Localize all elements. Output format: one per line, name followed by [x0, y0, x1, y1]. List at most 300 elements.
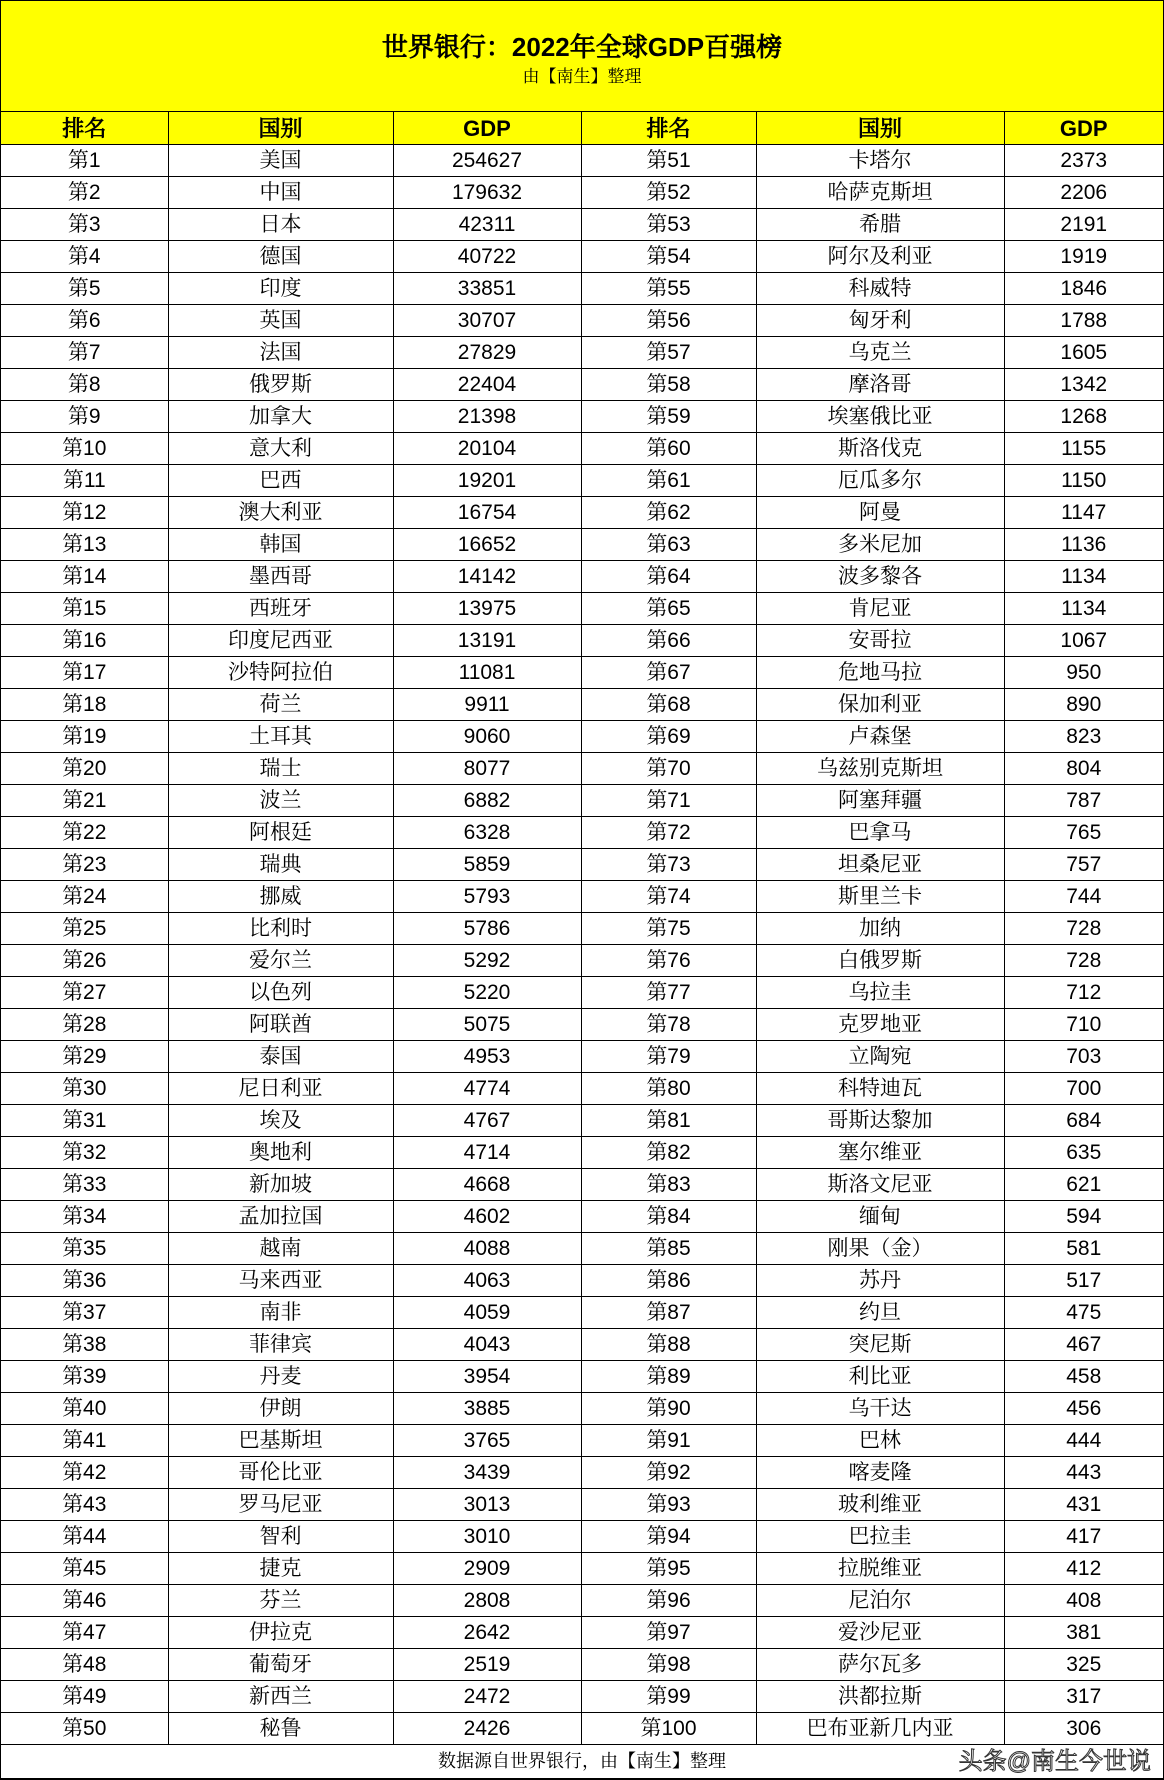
gdp-cell: 179632 — [393, 177, 581, 209]
gdp-cell: 317 — [1004, 1681, 1163, 1713]
gdp-cell: 11081 — [393, 657, 581, 689]
gdp-cell: 2808 — [393, 1585, 581, 1617]
rank-cell: 第46 — [1, 1585, 168, 1617]
gdp-cell: 4043 — [393, 1329, 581, 1361]
rank-cell: 第97 — [581, 1617, 756, 1649]
rank-cell: 第91 — [581, 1425, 756, 1457]
gdp-cell: 4063 — [393, 1265, 581, 1297]
country-cell: 巴基斯坦 — [168, 1425, 393, 1457]
gdp-cell: 1605 — [1004, 337, 1163, 369]
gdp-cell: 2642 — [393, 1617, 581, 1649]
country-cell: 新西兰 — [168, 1681, 393, 1713]
page-title: 世界银行：2022年全球GDP百强榜 — [381, 32, 783, 62]
rank-cell: 第26 — [1, 945, 168, 977]
country-cell: 科特迪瓦 — [756, 1073, 1004, 1105]
rank-cell: 第33 — [1, 1169, 168, 1201]
gdp-cell: 4774 — [393, 1073, 581, 1105]
rank-cell: 第42 — [1, 1457, 168, 1489]
rank-cell: 第59 — [581, 401, 756, 433]
table-header-row — [1, 112, 1163, 145]
gdp-cell: 6882 — [393, 785, 581, 817]
country-cell: 马来西亚 — [168, 1265, 393, 1297]
gdp-cell: 635 — [1004, 1137, 1163, 1169]
rank-cell: 第78 — [581, 1009, 756, 1041]
table-row — [1, 1105, 1163, 1137]
rank-cell: 第48 — [1, 1649, 168, 1681]
table-row — [1, 401, 1163, 433]
rank-cell: 第51 — [581, 145, 756, 177]
rank-cell: 第53 — [581, 209, 756, 241]
gdp-cell: 6328 — [393, 817, 581, 849]
table-row — [1, 337, 1163, 369]
gdp-cell: 1150 — [1004, 465, 1163, 497]
table-row — [1, 1009, 1163, 1041]
gdp-cell: 1788 — [1004, 305, 1163, 337]
country-cell: 洪都拉斯 — [756, 1681, 1004, 1713]
gdp-cell: 1134 — [1004, 593, 1163, 625]
rank-cell: 第90 — [581, 1393, 756, 1425]
rank-cell: 第88 — [581, 1329, 756, 1361]
gdp-cell: 3765 — [393, 1425, 581, 1457]
table-row — [1, 1073, 1163, 1105]
rank-cell: 第55 — [581, 273, 756, 305]
gdp-cell: 381 — [1004, 1617, 1163, 1649]
gdp-cell: 21398 — [393, 401, 581, 433]
rank-cell: 第89 — [581, 1361, 756, 1393]
gdp-cell: 443 — [1004, 1457, 1163, 1489]
rank-cell: 第81 — [581, 1105, 756, 1137]
table-row — [1, 1617, 1163, 1649]
gdp-cell: 765 — [1004, 817, 1163, 849]
country-cell: 阿联酋 — [168, 1009, 393, 1041]
country-cell: 捷克 — [168, 1553, 393, 1585]
table-row — [1, 1649, 1163, 1681]
gdp-cell: 4953 — [393, 1041, 581, 1073]
rank-cell: 第49 — [1, 1681, 168, 1713]
gdp-cell: 700 — [1004, 1073, 1163, 1105]
rank-cell: 第22 — [1, 817, 168, 849]
country-cell: 土耳其 — [168, 721, 393, 753]
country-cell: 萨尔瓦多 — [756, 1649, 1004, 1681]
country-cell: 阿尔及利亚 — [756, 241, 1004, 273]
rank-cell: 第30 — [1, 1073, 168, 1105]
table-row — [1, 1329, 1163, 1361]
rank-cell: 第40 — [1, 1393, 168, 1425]
rank-cell: 第63 — [581, 529, 756, 561]
gdp-cell: 431 — [1004, 1489, 1163, 1521]
rank-cell: 第92 — [581, 1457, 756, 1489]
table-row — [1, 1425, 1163, 1457]
country-cell: 新加坡 — [168, 1169, 393, 1201]
table-row — [1, 497, 1163, 529]
table-row — [1, 625, 1163, 657]
country-cell: 沙特阿拉伯 — [168, 657, 393, 689]
country-cell: 加拿大 — [168, 401, 393, 433]
gdp-cell: 744 — [1004, 881, 1163, 913]
country-cell: 阿根廷 — [168, 817, 393, 849]
gdp-cell: 684 — [1004, 1105, 1163, 1137]
rank-cell: 第66 — [581, 625, 756, 657]
rank-cell: 第56 — [581, 305, 756, 337]
gdp-cell: 2909 — [393, 1553, 581, 1585]
country-cell: 孟加拉国 — [168, 1201, 393, 1233]
table-row — [1, 177, 1163, 209]
col-header-country: 国别 — [756, 112, 1004, 145]
rank-cell: 第93 — [581, 1489, 756, 1521]
country-cell: 斯里兰卡 — [756, 881, 1004, 913]
table-row — [1, 1553, 1163, 1585]
rank-cell: 第44 — [1, 1521, 168, 1553]
rank-cell: 第50 — [1, 1713, 168, 1745]
gdp-cell: 1846 — [1004, 273, 1163, 305]
country-cell: 危地马拉 — [756, 657, 1004, 689]
rank-cell: 第7 — [1, 337, 168, 369]
gdp-cell: 4714 — [393, 1137, 581, 1169]
table-row — [1, 369, 1163, 401]
country-cell: 阿曼 — [756, 497, 1004, 529]
gdp-cell: 3013 — [393, 1489, 581, 1521]
gdp-cell: 1067 — [1004, 625, 1163, 657]
gdp-cell: 306 — [1004, 1713, 1163, 1745]
country-cell: 尼日利亚 — [168, 1073, 393, 1105]
gdp-cell: 40722 — [393, 241, 581, 273]
rank-cell: 第25 — [1, 913, 168, 945]
country-cell: 塞尔维亚 — [756, 1137, 1004, 1169]
gdp-cell: 2426 — [393, 1713, 581, 1745]
gdp-cell: 2206 — [1004, 177, 1163, 209]
rank-cell: 第62 — [581, 497, 756, 529]
country-cell: 法国 — [168, 337, 393, 369]
country-cell: 瑞典 — [168, 849, 393, 881]
rank-cell: 第3 — [1, 209, 168, 241]
rank-cell: 第100 — [581, 1713, 756, 1745]
country-cell: 约旦 — [756, 1297, 1004, 1329]
country-cell: 巴布亚新几内亚 — [756, 1713, 1004, 1745]
table-row — [1, 1233, 1163, 1265]
rank-cell: 第57 — [581, 337, 756, 369]
gdp-cell: 1155 — [1004, 433, 1163, 465]
table-row — [1, 753, 1163, 785]
country-cell: 肯尼亚 — [756, 593, 1004, 625]
country-cell: 巴林 — [756, 1425, 1004, 1457]
country-cell: 立陶宛 — [756, 1041, 1004, 1073]
gdp-table — [1, 112, 1163, 1779]
gdp-cell: 757 — [1004, 849, 1163, 881]
table-row — [1, 785, 1163, 817]
country-cell: 哈萨克斯坦 — [756, 177, 1004, 209]
gdp-cell: 517 — [1004, 1265, 1163, 1297]
gdp-cell: 8077 — [393, 753, 581, 785]
rank-cell: 第1 — [1, 145, 168, 177]
country-cell: 波兰 — [168, 785, 393, 817]
gdp-cell: 728 — [1004, 913, 1163, 945]
table-row — [1, 1265, 1163, 1297]
country-cell: 意大利 — [168, 433, 393, 465]
table-row — [1, 1681, 1163, 1713]
country-cell: 多米尼加 — [756, 529, 1004, 561]
gdp-cell: 950 — [1004, 657, 1163, 689]
rank-cell: 第61 — [581, 465, 756, 497]
rank-cell: 第73 — [581, 849, 756, 881]
table-row — [1, 529, 1163, 561]
country-cell: 厄瓜多尔 — [756, 465, 1004, 497]
rank-cell: 第85 — [581, 1233, 756, 1265]
rank-cell: 第98 — [581, 1649, 756, 1681]
rank-cell: 第87 — [581, 1297, 756, 1329]
gdp-cell: 4767 — [393, 1105, 581, 1137]
country-cell: 巴拉圭 — [756, 1521, 1004, 1553]
country-cell: 哥斯达黎加 — [756, 1105, 1004, 1137]
country-cell: 以色列 — [168, 977, 393, 1009]
country-cell: 巴西 — [168, 465, 393, 497]
rank-cell: 第8 — [1, 369, 168, 401]
gdp-cell: 703 — [1004, 1041, 1163, 1073]
gdp-cell: 2519 — [393, 1649, 581, 1681]
table-row — [1, 1521, 1163, 1553]
country-cell: 俄罗斯 — [168, 369, 393, 401]
country-cell: 缅甸 — [756, 1201, 1004, 1233]
table-row — [1, 433, 1163, 465]
table-row — [1, 913, 1163, 945]
gdp-cell: 3885 — [393, 1393, 581, 1425]
gdp-cell: 712 — [1004, 977, 1163, 1009]
gdp-cell: 3439 — [393, 1457, 581, 1489]
table-row — [1, 1393, 1163, 1425]
country-cell: 克罗地亚 — [756, 1009, 1004, 1041]
country-cell: 伊拉克 — [168, 1617, 393, 1649]
country-cell: 拉脱维亚 — [756, 1553, 1004, 1585]
gdp-cell: 5859 — [393, 849, 581, 881]
table-row — [1, 1361, 1163, 1393]
table-row — [1, 1297, 1163, 1329]
gdp-cell: 16652 — [393, 529, 581, 561]
country-cell: 乌克兰 — [756, 337, 1004, 369]
country-cell: 印度 — [168, 273, 393, 305]
country-cell: 乌拉圭 — [756, 977, 1004, 1009]
country-cell: 日本 — [168, 209, 393, 241]
gdp-cell: 9060 — [393, 721, 581, 753]
gdp-cell: 475 — [1004, 1297, 1163, 1329]
rank-cell: 第70 — [581, 753, 756, 785]
country-cell: 越南 — [168, 1233, 393, 1265]
gdp-cell: 4602 — [393, 1201, 581, 1233]
country-cell: 秘鲁 — [168, 1713, 393, 1745]
table-row — [1, 241, 1163, 273]
country-cell: 摩洛哥 — [756, 369, 1004, 401]
gdp-cell: 1134 — [1004, 561, 1163, 593]
rank-cell: 第58 — [581, 369, 756, 401]
country-cell: 斯洛伐克 — [756, 433, 1004, 465]
country-cell: 韩国 — [168, 529, 393, 561]
rank-cell: 第39 — [1, 1361, 168, 1393]
country-cell: 美国 — [168, 145, 393, 177]
country-cell: 玻利维亚 — [756, 1489, 1004, 1521]
rank-cell: 第14 — [1, 561, 168, 593]
col-header-country: 国别 — [168, 112, 393, 145]
gdp-cell: 20104 — [393, 433, 581, 465]
table-row — [1, 273, 1163, 305]
rank-cell: 第79 — [581, 1041, 756, 1073]
rank-cell: 第86 — [581, 1265, 756, 1297]
gdp-cell: 5786 — [393, 913, 581, 945]
gdp-cell: 728 — [1004, 945, 1163, 977]
gdp-cell: 3010 — [393, 1521, 581, 1553]
rank-cell: 第95 — [581, 1553, 756, 1585]
rank-cell: 第11 — [1, 465, 168, 497]
gdp-cell: 2373 — [1004, 145, 1163, 177]
gdp-cell: 890 — [1004, 689, 1163, 721]
country-cell: 葡萄牙 — [168, 1649, 393, 1681]
table-row — [1, 977, 1163, 1009]
country-cell: 乌兹别克斯坦 — [756, 753, 1004, 785]
table-row — [1, 305, 1163, 337]
country-cell: 荷兰 — [168, 689, 393, 721]
rank-cell: 第77 — [581, 977, 756, 1009]
country-cell: 西班牙 — [168, 593, 393, 625]
rank-cell: 第47 — [1, 1617, 168, 1649]
table-row — [1, 721, 1163, 753]
gdp-cell: 9911 — [393, 689, 581, 721]
gdp-cell: 621 — [1004, 1169, 1163, 1201]
gdp-cell: 5793 — [393, 881, 581, 913]
table-row — [1, 561, 1163, 593]
gdp-cell: 467 — [1004, 1329, 1163, 1361]
rank-cell: 第37 — [1, 1297, 168, 1329]
country-cell: 澳大利亚 — [168, 497, 393, 529]
rank-cell: 第9 — [1, 401, 168, 433]
country-cell: 坦桑尼亚 — [756, 849, 1004, 881]
country-cell: 刚果（金） — [756, 1233, 1004, 1265]
gdp-cell: 5220 — [393, 977, 581, 1009]
gdp-cell: 804 — [1004, 753, 1163, 785]
gdp-cell: 3954 — [393, 1361, 581, 1393]
gdp-cell: 5075 — [393, 1009, 581, 1041]
rank-cell: 第16 — [1, 625, 168, 657]
col-header-rank: 排名 — [1, 112, 168, 145]
rank-cell: 第12 — [1, 497, 168, 529]
country-cell: 芬兰 — [168, 1585, 393, 1617]
table-row — [1, 945, 1163, 977]
country-cell: 南非 — [168, 1297, 393, 1329]
gdp-cell: 14142 — [393, 561, 581, 593]
gdp-cell: 444 — [1004, 1425, 1163, 1457]
rank-cell: 第74 — [581, 881, 756, 913]
country-cell: 爱尔兰 — [168, 945, 393, 977]
country-cell: 苏丹 — [756, 1265, 1004, 1297]
rank-cell: 第29 — [1, 1041, 168, 1073]
country-cell: 加纳 — [756, 913, 1004, 945]
gdp-cell: 1136 — [1004, 529, 1163, 561]
rank-cell: 第52 — [581, 177, 756, 209]
country-cell: 尼泊尔 — [756, 1585, 1004, 1617]
table-row — [1, 1457, 1163, 1489]
col-header-rank: 排名 — [581, 112, 756, 145]
table-row — [1, 1201, 1163, 1233]
gdp-cell: 1147 — [1004, 497, 1163, 529]
country-cell: 巴拿马 — [756, 817, 1004, 849]
country-cell: 菲律宾 — [168, 1329, 393, 1361]
rank-cell: 第18 — [1, 689, 168, 721]
rank-cell: 第71 — [581, 785, 756, 817]
rank-cell: 第24 — [1, 881, 168, 913]
rank-cell: 第94 — [581, 1521, 756, 1553]
page-subtitle: 由【南生】整理 — [522, 67, 642, 86]
gdp-cell: 325 — [1004, 1649, 1163, 1681]
table-row — [1, 849, 1163, 881]
country-cell: 奥地利 — [168, 1137, 393, 1169]
col-header-gdp: GDP — [1004, 112, 1163, 145]
rank-cell: 第43 — [1, 1489, 168, 1521]
rank-cell: 第17 — [1, 657, 168, 689]
table-row — [1, 465, 1163, 497]
gdp-cell: 1919 — [1004, 241, 1163, 273]
rank-cell: 第20 — [1, 753, 168, 785]
gdp-cell: 1342 — [1004, 369, 1163, 401]
gdp-cell: 456 — [1004, 1393, 1163, 1425]
gdp-cell: 2472 — [393, 1681, 581, 1713]
gdp-cell: 417 — [1004, 1521, 1163, 1553]
table-row — [1, 657, 1163, 689]
country-cell: 泰国 — [168, 1041, 393, 1073]
gdp-cell: 19201 — [393, 465, 581, 497]
gdp-cell: 458 — [1004, 1361, 1163, 1393]
gdp-cell: 42311 — [393, 209, 581, 241]
rank-cell: 第69 — [581, 721, 756, 753]
rank-cell: 第75 — [581, 913, 756, 945]
rank-cell: 第15 — [1, 593, 168, 625]
gdp-cell: 594 — [1004, 1201, 1163, 1233]
country-cell: 埃及 — [168, 1105, 393, 1137]
rank-cell: 第76 — [581, 945, 756, 977]
gdp-cell: 581 — [1004, 1233, 1163, 1265]
rank-cell: 第36 — [1, 1265, 168, 1297]
country-cell: 斯洛文尼亚 — [756, 1169, 1004, 1201]
rank-cell: 第13 — [1, 529, 168, 561]
gdp-cell: 5292 — [393, 945, 581, 977]
country-cell: 乌干达 — [756, 1393, 1004, 1425]
table-row — [1, 209, 1163, 241]
country-cell: 印度尼西亚 — [168, 625, 393, 657]
table-row — [1, 1713, 1163, 1745]
table-row — [1, 145, 1163, 177]
country-cell: 伊朗 — [168, 1393, 393, 1425]
country-cell: 喀麦隆 — [756, 1457, 1004, 1489]
rank-cell: 第19 — [1, 721, 168, 753]
rank-cell: 第65 — [581, 593, 756, 625]
table-row — [1, 881, 1163, 913]
country-cell: 挪威 — [168, 881, 393, 913]
country-cell: 埃塞俄比亚 — [756, 401, 1004, 433]
rank-cell: 第28 — [1, 1009, 168, 1041]
rank-cell: 第41 — [1, 1425, 168, 1457]
country-cell: 丹麦 — [168, 1361, 393, 1393]
rank-cell: 第64 — [581, 561, 756, 593]
country-cell: 白俄罗斯 — [756, 945, 1004, 977]
rank-cell: 第6 — [1, 305, 168, 337]
gdp-cell: 412 — [1004, 1553, 1163, 1585]
table-row — [1, 1041, 1163, 1073]
rank-cell: 第34 — [1, 1201, 168, 1233]
rank-cell: 第83 — [581, 1169, 756, 1201]
rank-cell: 第27 — [1, 977, 168, 1009]
gdp-cell: 16754 — [393, 497, 581, 529]
rank-cell: 第82 — [581, 1137, 756, 1169]
rank-cell: 第72 — [581, 817, 756, 849]
country-cell: 卢森堡 — [756, 721, 1004, 753]
gdp-cell: 13975 — [393, 593, 581, 625]
rank-cell: 第23 — [1, 849, 168, 881]
rank-cell: 第35 — [1, 1233, 168, 1265]
